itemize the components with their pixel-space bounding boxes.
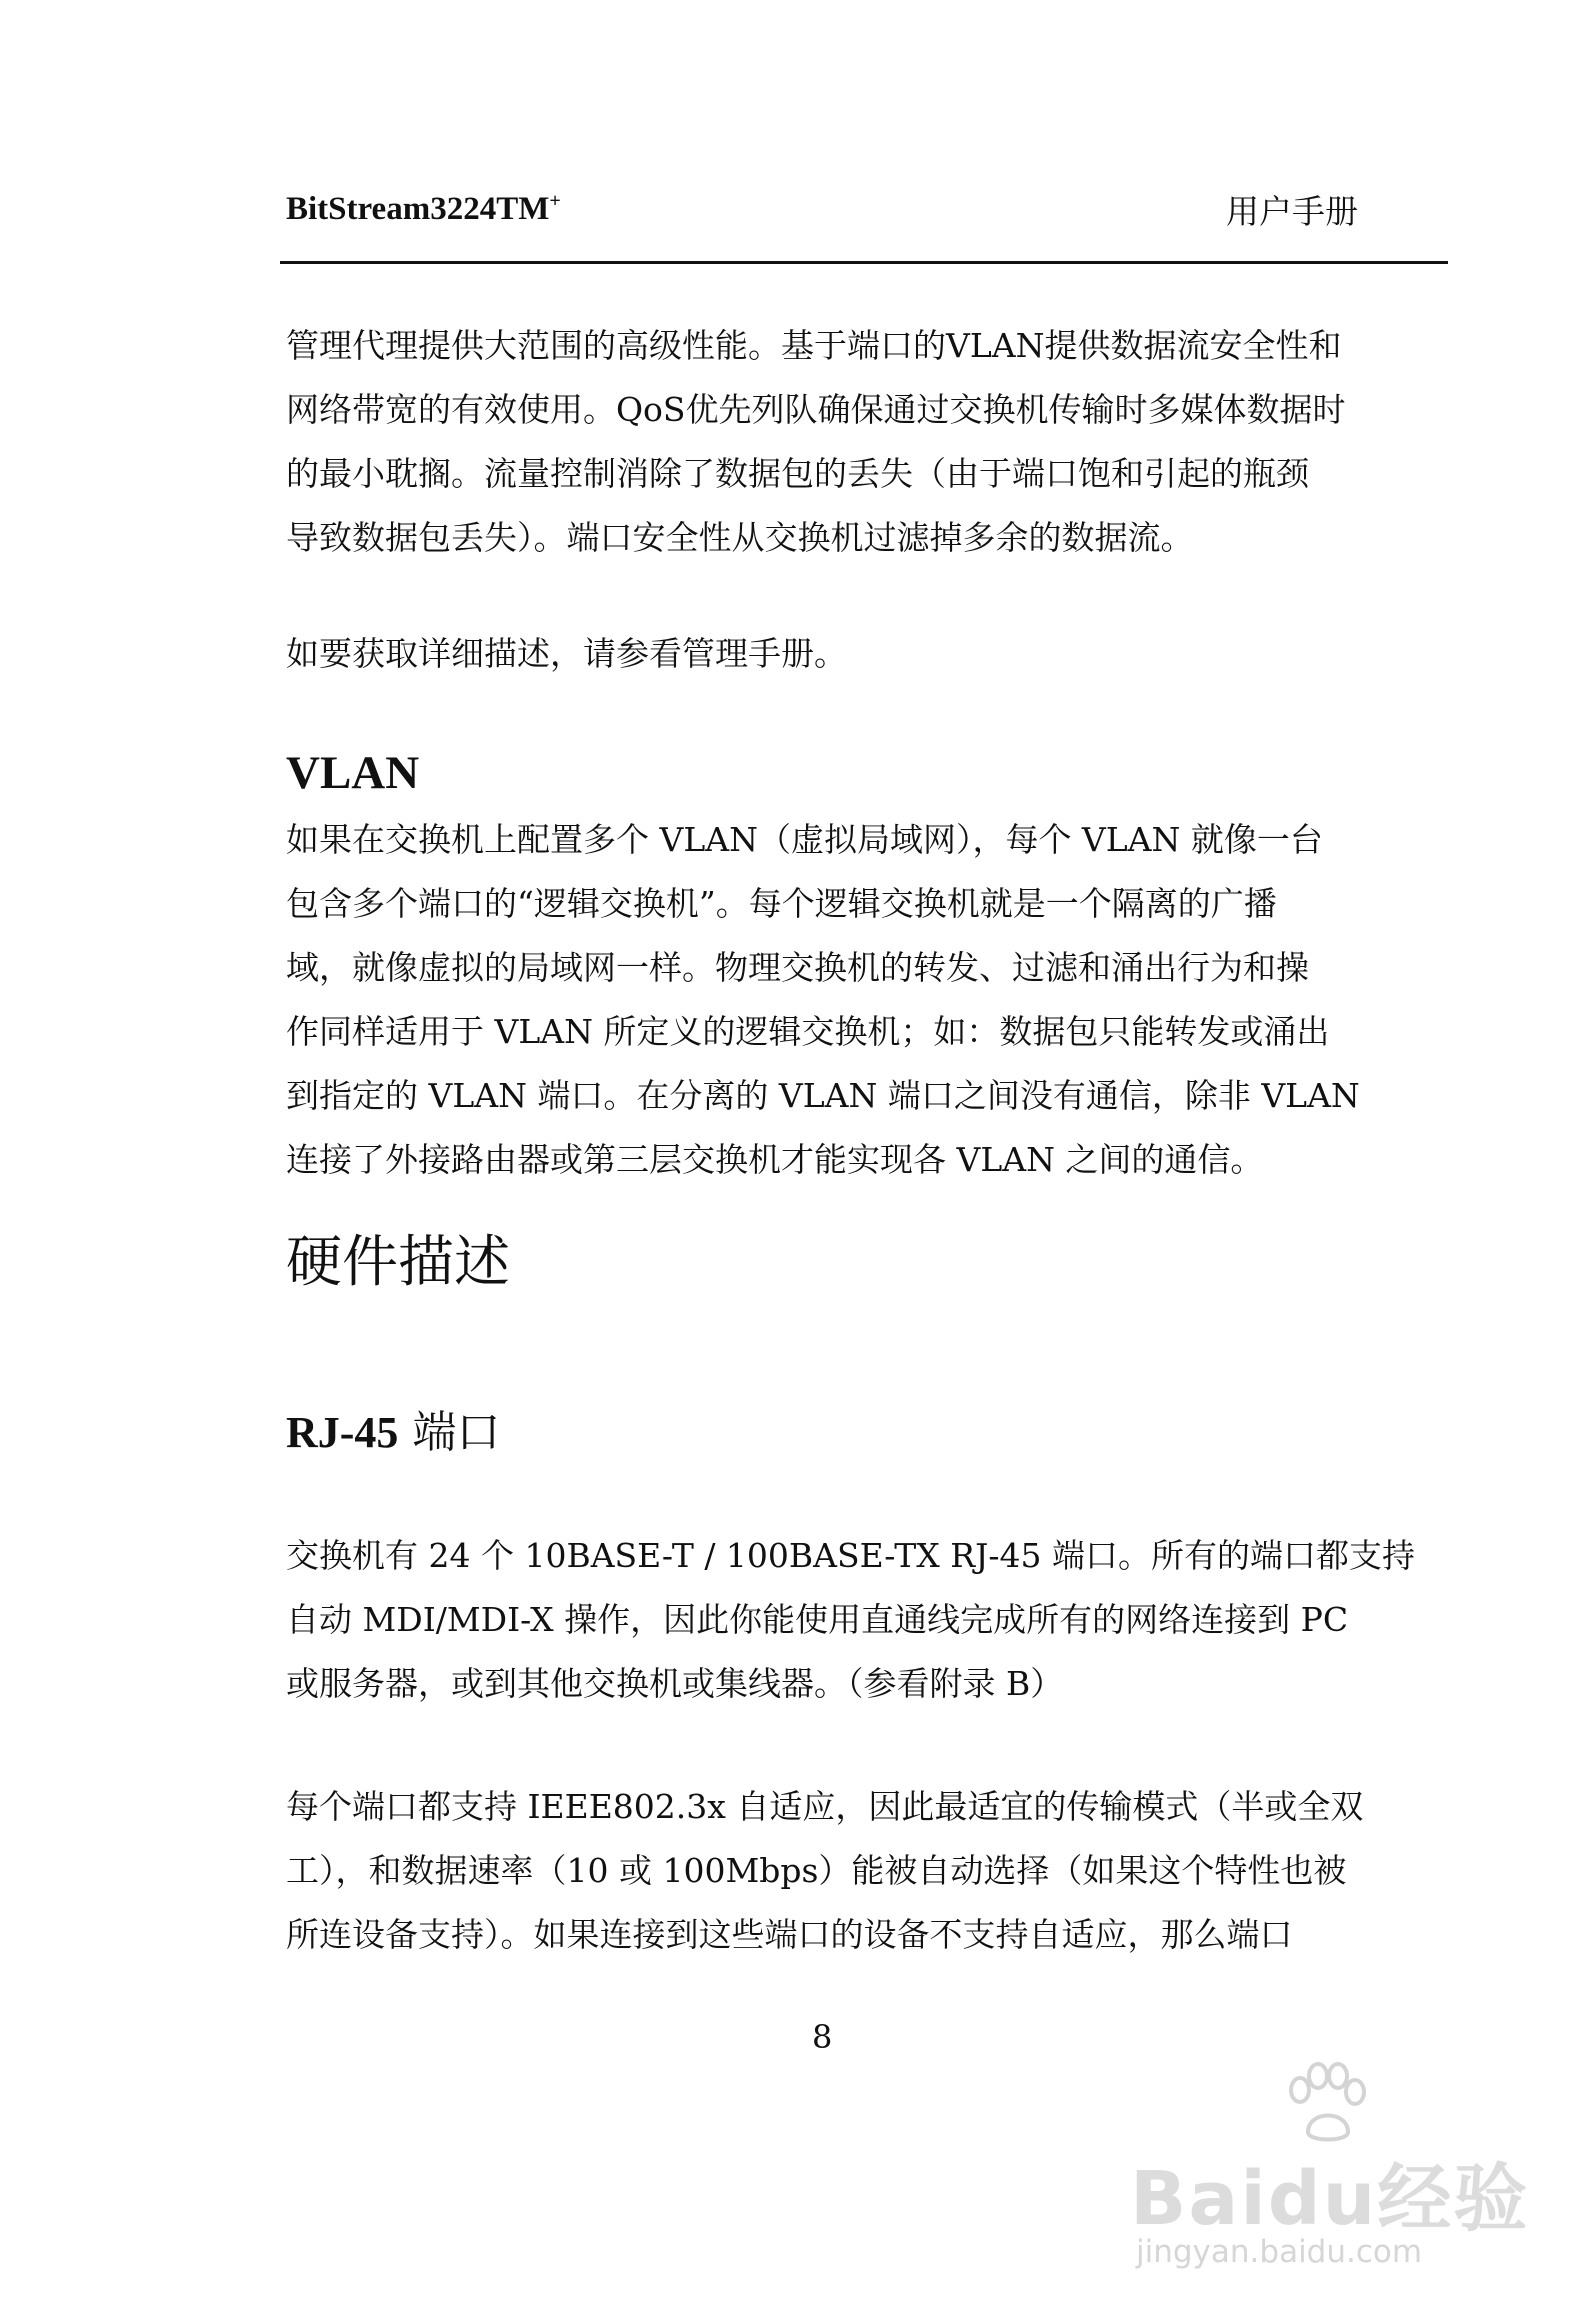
- vlan-line: 包含多个端口的“逻辑交换机”。每个逻辑交换机就是一个隔离的广播: [286, 884, 1277, 923]
- vlan-line: 作同样适用于 VLAN 所定义的逻辑交换机；如：数据包只能转发或涌出: [286, 1012, 1330, 1051]
- page-number: 8: [812, 2018, 833, 2056]
- baidu-watermark: [1130, 2062, 1530, 2282]
- rj45-p1-line: 交换机有 24 个 10BASE-T / 100BASE-TX RJ-45 端口。所有的端口都支持: [286, 1536, 1415, 1575]
- intro-line: 导致数据包丢失）。端口安全性从交换机过滤掉多余的数据流。: [286, 518, 1194, 557]
- refer-paragraph: [286, 622, 1426, 686]
- rj45-heading: [286, 1396, 500, 1460]
- vlan-line: 如果在交换机上配置多个 VLAN（虚拟局域网），每个 VLAN 就像一台: [286, 820, 1323, 859]
- vlan-heading: VLAN: [286, 747, 420, 799]
- header-title: BitStream3224TM+: [286, 190, 561, 227]
- watermark-url: jingyan.baidu.com: [1136, 2234, 1423, 2270]
- vlan-paragraph: [286, 808, 1426, 1192]
- rj45-heading-rest: 端口: [398, 1407, 501, 1458]
- vlan-line: 连接了外接路由器或第三层交换机才能实现各 VLAN 之间的通信。: [286, 1140, 1264, 1179]
- rj45-p1-line: 自动 MDI/MDI-X 操作，因此你能使用直通线完成所有的网络连接到 PC: [286, 1600, 1349, 1639]
- header-manual-label: 用户手册: [1226, 192, 1358, 231]
- intro-line: 管理代理提供大范围的高级性能。基于端口的VLAN提供数据流安全性和: [286, 326, 1342, 365]
- rj45-paragraph-1: [286, 1524, 1426, 1716]
- vlan-line: 到指定的 VLAN 端口。在分离的 VLAN 端口之间没有通信，除非 VLAN: [286, 1076, 1360, 1115]
- watermark-logo-text: Baidu经验: [1130, 2156, 1530, 2242]
- vlan-line: 域，就像虚拟的局域网一样。物理交换机的转发、过滤和涌出行为和操: [286, 948, 1309, 987]
- rj45-paragraph-2: [286, 1775, 1426, 1967]
- refer-line: 如要获取详细描述，请参看管理手册。: [286, 634, 847, 673]
- rj45-heading-bold: RJ-45: [286, 1408, 399, 1457]
- rj45-p1-line: 或服务器，或到其他交换机或集线器。（参看附录 B）: [286, 1664, 1064, 1703]
- intro-paragraph: [286, 314, 1426, 570]
- intro-line: 网络带宽的有效使用。QoS优先列队确保通过交换机传输时多媒体数据时: [286, 390, 1346, 429]
- paw-icon: [1278, 2062, 1368, 2142]
- rj45-p2-line: 所连设备支持）。如果连接到这些端口的设备不支持自适应，那么端口: [286, 1915, 1293, 1954]
- rj45-p2-line: 每个端口都支持 IEEE802.3x 自适应，因此最适宜的传输模式（半或全双: [286, 1787, 1364, 1826]
- intro-line: 的最小耽搁。流量控制消除了数据包的丢失（由于端口饱和引起的瓶颈: [286, 454, 1309, 493]
- header-rule: [280, 261, 1448, 264]
- rj45-p2-line: 工），和数据速率（10 或 100Mbps）能被自动选择（如果这个特性也被: [286, 1851, 1347, 1890]
- header-title-superscript: +: [549, 190, 561, 212]
- hardware-heading: 硬件描述: [286, 1230, 510, 1295]
